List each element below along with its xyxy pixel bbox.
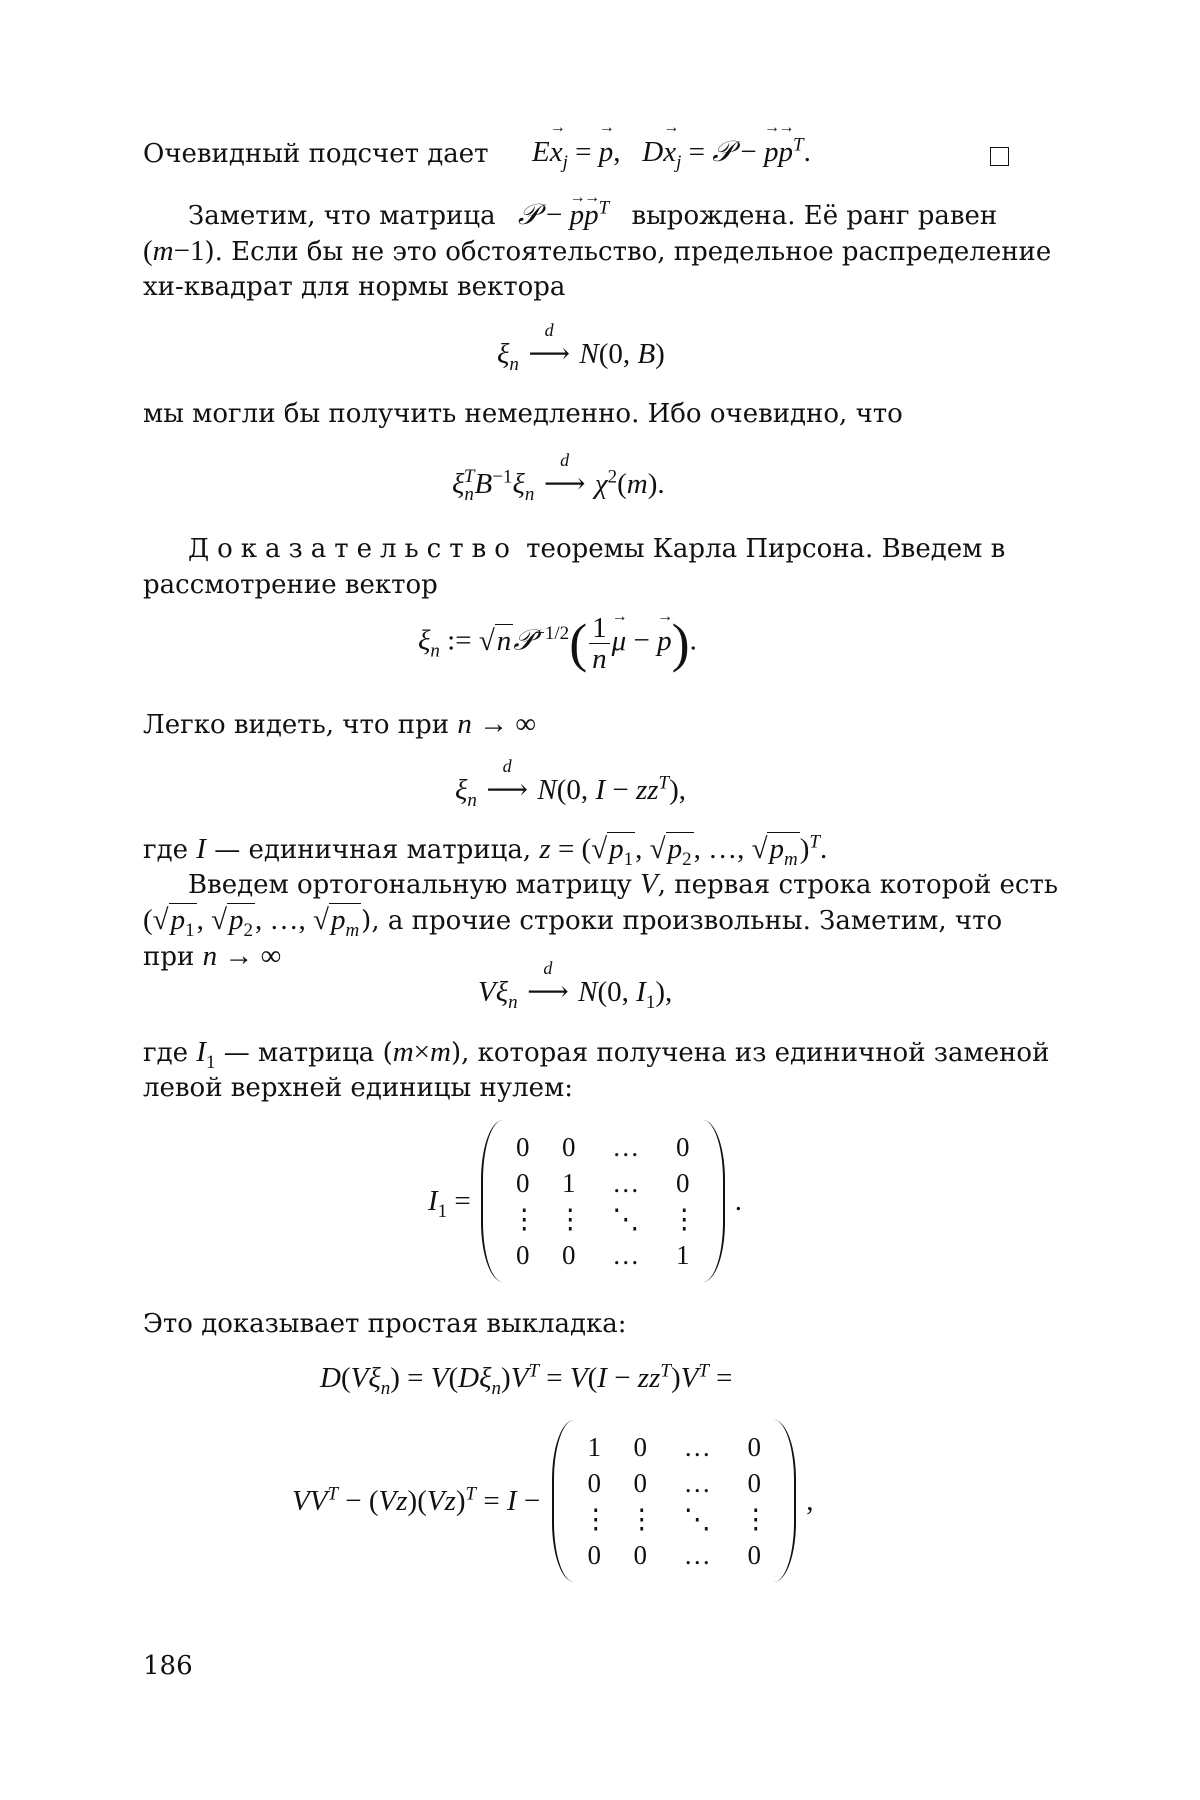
text-chi-square: хи-квадрат для нормы вектора	[143, 272, 566, 302]
line-chi-square	[143, 271, 565, 303]
matrix-cell: …	[612, 1240, 640, 1270]
line-immediately	[143, 398, 903, 430]
text-calculation: Это доказывает простая выкладка:	[143, 1309, 627, 1339]
matrix-cell: …	[612, 1132, 640, 1162]
matrix-cell: ⋮	[510, 1204, 538, 1234]
formula-xi-definition: $\xi_n$ := √n𝒫$^{-1/2}$( $\frac{1}{n}$ → μ − → p).	[418, 612, 697, 674]
matrix-cell: ⋮	[742, 1504, 770, 1534]
text-where: где	[143, 835, 189, 865]
text-orthogonal: Введем ортогональную матрицу	[188, 870, 632, 900]
matrix-cell: 0	[676, 1132, 690, 1162]
matrix-cell: 0	[676, 1168, 690, 1198]
matrix-cell: ⋮	[582, 1504, 610, 1534]
formula-xi-converges-NB: $\xi_n$ d ⟶ N(0, B)	[497, 320, 665, 375]
matrix-cell: ⋮	[628, 1504, 656, 1534]
qed-square-icon	[990, 147, 1009, 166]
matrix-cell: ⋮	[556, 1204, 584, 1234]
matrix-cell: …	[683, 1468, 711, 1498]
matrix-cell: ⋮	[670, 1204, 698, 1234]
line-rank: (m−1). Если бы не это обстоятельство, предельное распределение	[143, 235, 1052, 267]
matrix-I1	[503, 1124, 703, 1278]
matrix-E11	[574, 1424, 774, 1578]
left-paren-2	[552, 1420, 574, 1582]
page-number-text: 186	[143, 1651, 193, 1681]
line-orthogonal: Введем ортогональную матрицу V, первая строка которой есть	[188, 868, 1059, 900]
page-number	[143, 1650, 193, 1682]
text-degenerate: вырождена. Её ранг равен	[631, 201, 998, 231]
matrix-cell: 0	[633, 1468, 647, 1498]
left-paren	[481, 1120, 503, 1282]
text-obvious: Очевидный подсчет дает	[143, 139, 489, 169]
line-proof	[188, 533, 1005, 565]
text-consider-vector: рассмотрение вектор	[143, 570, 438, 600]
matrix-cell: 0	[587, 1540, 601, 1570]
matrix-cell: 0	[516, 1240, 530, 1270]
formula-I1-matrix: $I_1$ = 0 0 … 0 0 1 … 0 ⋮ ⋮ ⋱ ⋮ 0 0 … 1 .	[428, 1120, 742, 1282]
line-easy-see: Легко видеть, что при n → ∞	[143, 708, 537, 740]
matrix-cell: 0	[633, 1432, 647, 1462]
line-rows-arbitrary: ($√p_1$, $√p_2$, …, $√p_m$), а прочие строки произвольны. Заметим, что	[143, 904, 1003, 941]
line-when-n: при n → ∞	[143, 940, 282, 972]
right-paren-2	[774, 1420, 796, 1582]
line-upper-left-zero	[143, 1072, 573, 1104]
formula-dispersion-Vxi: $D(V\xi_n) = V(D\xi_n)V^T = V(I - zz^T)V^T$ =	[320, 1360, 733, 1399]
formula-p-minus-ppt: 𝒫 − → $p\to p^T$	[518, 199, 609, 231]
text-easy-see: Легко видеть, что при	[143, 710, 450, 740]
matrix-cell: 0	[747, 1468, 761, 1498]
text-first-row: , первая строка которой есть	[657, 870, 1059, 900]
line-note-matrix	[188, 199, 997, 232]
matrix-cell: 0	[747, 1432, 761, 1462]
formula-xi-converges-N-zzT: $\xi_n$ d ⟶ N(0, $I - zz^T$),	[455, 756, 687, 811]
line-where-identity: где I — единичная матрица, $z = (√p_1$, $√p_2$, …, $√p_m)^T$.	[143, 831, 828, 870]
text-rows-arbitrary: ), а прочие строки произвольны. Заметим, что	[361, 906, 1003, 936]
formula-Vxi-converges: $V\xi_n$ d ⟶ N(0, $I_1$),	[478, 958, 673, 1013]
formula-expectation-dispersion: $E\to x_j$ = → p, $D\to x_j$ = 𝒫 − → $p\to p^T$.	[532, 136, 811, 169]
text-when: при	[143, 942, 195, 972]
matrix-cell: 0	[587, 1468, 601, 1498]
text-pearson-theorem: теоремы Карла Пирсона. Введем в	[526, 534, 1006, 564]
text-circumstance: ). Если бы не это обстоятельство, предельное распределение	[204, 237, 1052, 267]
text-identity-matrix: — единичная матрица,	[214, 835, 532, 865]
line-obvious	[143, 138, 489, 170]
text-upper-left-zero: левой верхней единицы нулем:	[143, 1073, 574, 1103]
matrix-cell: 1	[587, 1432, 601, 1462]
matrix-cell: 0	[633, 1540, 647, 1570]
text-matrix-size: — матрица (	[223, 1038, 393, 1068]
matrix-cell: 0	[516, 1132, 530, 1162]
matrix-cell: 1	[562, 1168, 576, 1198]
text-note: Заметим, что матрица	[188, 201, 496, 231]
text-obtained-from-identity: ), которая получена из единичной заменой	[450, 1038, 1050, 1068]
line-consider-vector	[143, 569, 438, 601]
matrix-cell: …	[683, 1540, 711, 1570]
matrix-cell: 0	[562, 1132, 576, 1162]
text-proof-word: Доказательство	[188, 534, 518, 564]
matrix-cell: 0	[562, 1240, 576, 1270]
text-where-2: где	[143, 1038, 189, 1068]
matrix-cell: …	[612, 1168, 640, 1198]
line-where-I1: где $I_1$ — матрица (m×m), которая получена из единичной заменой	[143, 1036, 1050, 1073]
matrix-cell: …	[683, 1432, 711, 1462]
text-immediately: мы могли бы получить немедленно. Ибо очевидно, что	[143, 399, 903, 429]
matrix-cell: ⋱	[612, 1204, 640, 1234]
line-calculation	[143, 1308, 627, 1340]
matrix-cell: 0	[516, 1168, 530, 1198]
matrix-cell: 0	[747, 1540, 761, 1570]
matrix-cell: 1	[676, 1240, 690, 1270]
formula-chi2-limit: $\xi_n^TB^{-1}\xi_n$ d ⟶ $\chi^2(m)$.	[452, 450, 665, 505]
right-paren	[703, 1120, 725, 1282]
formula-VVT-matrix: $VV^T - (Vz)(Vz)^T = I$ − 1 0 … 0 0 0 … 0 ⋮ ⋮ ⋱ ⋮ 0 0 … 0 ,	[292, 1420, 814, 1582]
matrix-cell: ⋱	[683, 1504, 711, 1534]
